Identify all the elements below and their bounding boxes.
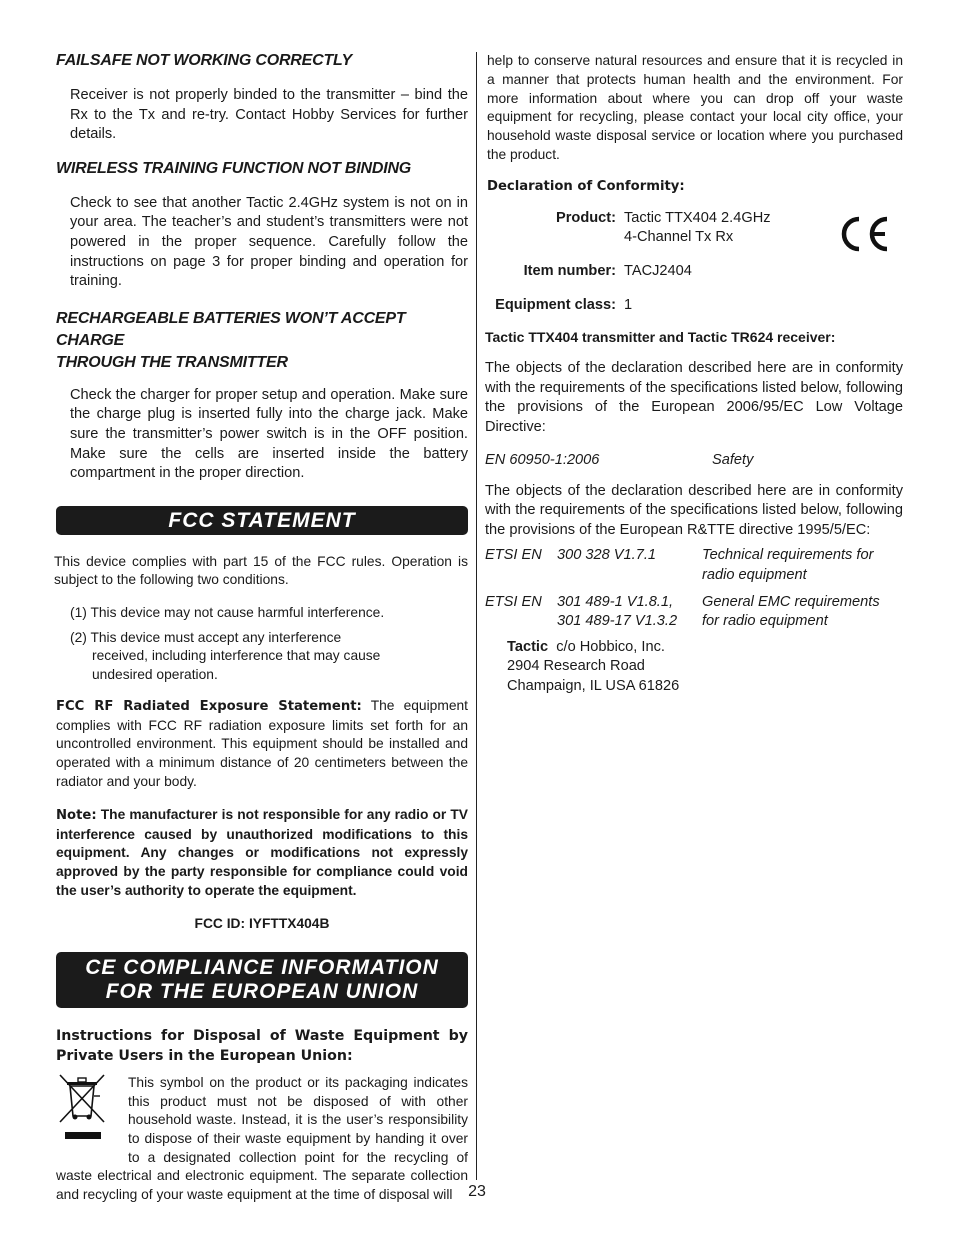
etsi2-desc <box>702 593 880 632</box>
address-street: 2904 Research Road <box>507 658 645 675</box>
product-value <box>624 209 771 248</box>
fcc-statement-title: FCC STATEMENT <box>168 508 356 532</box>
right-column <box>485 52 903 696</box>
product-label: Product: <box>556 209 616 226</box>
etsi1-desc-line2: radio equipment <box>702 566 807 583</box>
ce-compliance-banner <box>56 952 468 1008</box>
fcc-id: FCC ID: IYFTTX404B <box>194 916 330 932</box>
standard-en60950-desc: Safety <box>712 451 754 468</box>
disposal-continued: help to conserve natural resources and ensure that it is recycled in a manner that protects human health and the environment. For more information about where you can drop off your waste equipment for recycling, please contact your local city office, your household waste disposal service or location where you purchased the product. <box>487 53 903 162</box>
etsi1-desc-line1: Technical requirements for <box>702 547 874 564</box>
disposal-body: This symbol on the product or its packaging indicates this product must not be disposed of with other household waste. Instead, it is the user’s responsibility to dispose of their waste equipment by handing it over to a designated collection point for the recycling of waste electrical and electronic equipment. The separate collection and recycling of your waste equipment at the time of disposal will <box>56 1075 468 1202</box>
standard-etsi-301489 <box>485 593 903 632</box>
fcc-note-body: The manufacturer is not responsible for any radio or TV interference caused by unauthorized modifications to this equipment. Any changes or modifications not expressly approved by the party responsible for compliance could void the user’s authority to operate the equipment. <box>56 807 468 898</box>
fcc-rf-title: FCC RF Radiated Exposure Statement: <box>56 699 362 715</box>
batteries-body: Check the charger for proper setup and operation. Make sure the charge plug is inserted fully into the charge jack. Make sure the transmitter’s power switch is in the OFF position. Make sure the cells are inserted inside the battery compartment in the proper direction. <box>70 386 468 482</box>
item-number-value: TACJ2404 <box>624 262 692 279</box>
etsi1-desc <box>702 546 873 585</box>
fcc-condition-2 <box>56 629 468 685</box>
fcc-condition-2-line2: received, including interference that may cause <box>92 648 381 664</box>
failsafe-heading: FAILSAFE NOT WORKING CORRECTLY <box>56 52 352 69</box>
equipment-class-label: Equipment class: <box>495 296 616 313</box>
ce-banner-line1: CE COMPLIANCE INFORMATION <box>85 956 439 980</box>
fcc-rf-body: The equipment complies with FCC RF radiation exposure limits set forth for an uncontrolled environment. This equipment should be installed and operated with a minimum distance of 20 centimeters between the radiator and your body. <box>56 698 469 789</box>
standard-en60950 <box>485 452 903 468</box>
manufacturer-address <box>485 638 903 697</box>
fcc-condition-1: (1) This device may not cause harmful interference. <box>70 604 385 620</box>
lvd-declaration: The objects of the declaration described here are in conformity with the requirements of the specifications listed below, following the provisions of the European 2006/95/EC Low Voltage Directive: <box>485 360 903 435</box>
crossed-out-bin-icon <box>56 1072 122 1150</box>
batteries-heading-line2: THROUGH THE TRANSMITTER <box>56 353 288 371</box>
batteries-heading-line1: RECHARGEABLE BATTERIES WON’T ACCEPT CHARGE <box>56 309 406 349</box>
wireless-training-body: Check to see that another Tactic 2.4GHz system is not on in your area. The teacher’s and student’s transmitters were not powered in the proper sequence. Carefully follow the instructions on page 3 for proper binding and operation for training. <box>70 194 468 290</box>
wireless-training-heading: WIRELESS TRAINING FUNCTION NOT BINDING <box>56 159 412 177</box>
item-number-row <box>485 262 903 282</box>
equipment-class-value: 1 <box>624 296 633 313</box>
standard-etsi-300328 <box>485 546 903 585</box>
etsi2-code-line2: 301 489-17 V1.3.2 <box>557 613 678 630</box>
address-care-of: c/o Hobbico, Inc. <box>556 638 665 655</box>
declaration-details <box>485 209 903 315</box>
fcc-intro: This device complies with part 15 of the FCC rules. Operation is subject to the following two conditions. <box>54 553 468 588</box>
etsi1-code: 300 328 V1.7.1 <box>557 547 656 564</box>
fcc-statement-banner <box>56 506 468 535</box>
etsi2-desc-line1: General EMC requirements <box>702 593 880 610</box>
fcc-note-label: Note: <box>56 808 97 824</box>
product-value-line1: Tactic TTX404 2.4GHz <box>624 209 771 226</box>
etsi2-prefix: ETSI EN <box>485 593 542 610</box>
column-divider <box>476 52 477 1180</box>
batteries-heading <box>56 308 468 374</box>
product-value-line2: 4-Channel Tx Rx <box>624 229 734 246</box>
address-line-1 <box>507 638 903 658</box>
page-number: 23 <box>468 1183 486 1200</box>
rtte-declaration: The objects of the declaration described here are in conformity with the requirements of the specifications listed below, following the provisions of the European R&TTE directive 1995/5/EC: <box>485 482 903 538</box>
item-number-label: Item number: <box>523 262 616 279</box>
fcc-rf-exposure-statement <box>56 697 468 791</box>
equipment-class-row <box>485 296 903 316</box>
address-company: Tactic <box>507 638 549 655</box>
standard-en60950-code: EN 60950-1:2006 <box>485 451 600 468</box>
etsi2-code-line1: 301 489-1 V1.8.1, <box>557 593 674 610</box>
left-column <box>56 52 468 1204</box>
etsi1-prefix: ETSI EN <box>485 547 542 564</box>
ce-mark-icon <box>835 215 891 260</box>
disposal-title: Instructions for Disposal of Waste Equipment by Private Users in the European Union: <box>56 1028 468 1065</box>
ce-banner-line2: FOR THE EUROPEAN UNION <box>105 980 419 1004</box>
address-city: Champaign, IL USA 61826 <box>507 677 680 694</box>
fcc-condition-2-line1: (2) This device must accept any interference <box>70 629 342 645</box>
fcc-note <box>56 806 468 900</box>
fcc-condition-2-line3: undesired operation. <box>92 666 218 682</box>
etsi2-code <box>557 593 702 632</box>
tx-rx-title: Tactic TTX404 transmitter and Tactic TR624 receiver: <box>485 329 836 346</box>
failsafe-body: Receiver is not properly binded to the transmitter – bind the Rx to the Tx and re-try. Contact Hobby Services for further details. <box>70 87 468 143</box>
etsi2-desc-line2: for radio equipment <box>702 613 828 630</box>
declaration-title: Declaration of Conformity: <box>487 178 685 194</box>
